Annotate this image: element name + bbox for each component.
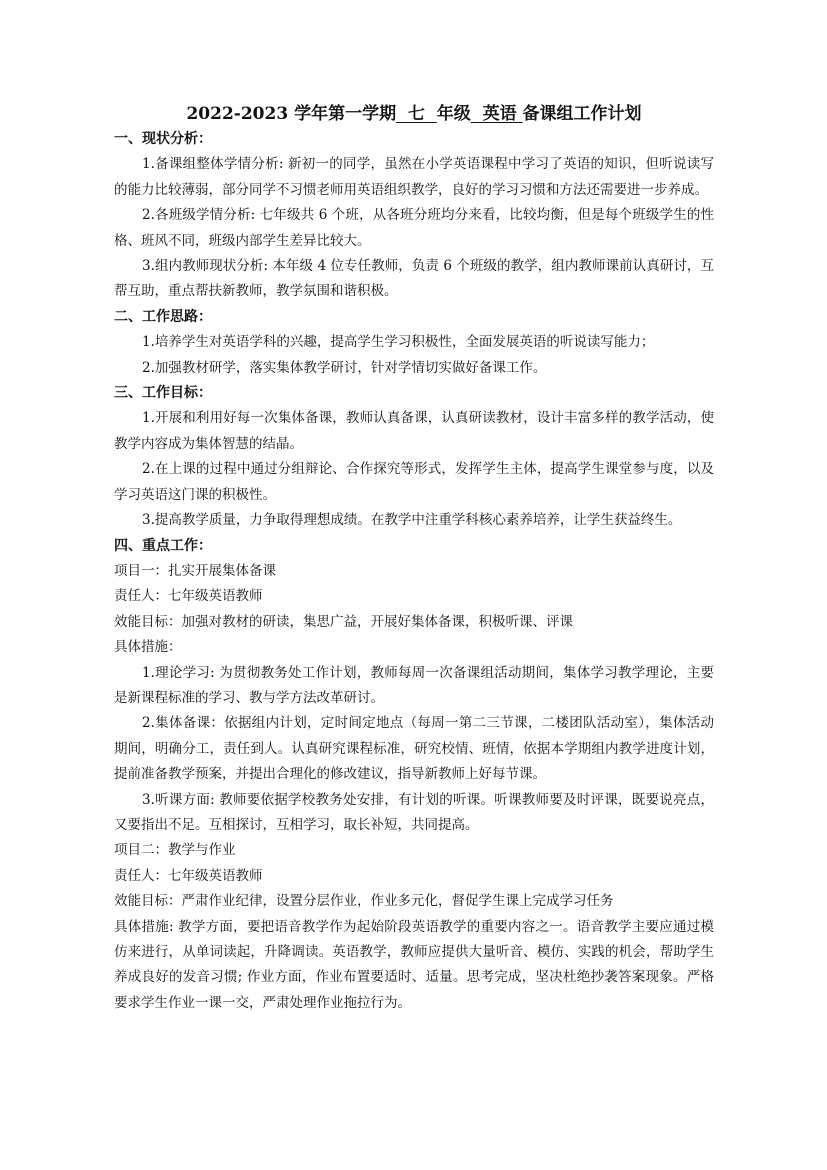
section-3-item: 3.提高教学质量，力争取得理想成绩。在教学中注重学科核心素养培养，让学生获益终生。 [142, 512, 682, 529]
title-prefix: 2022-2023 学年第一学期 [186, 104, 397, 124]
project-2-goal: 效能目标：严肃作业纪律，设置分层作业，作业多元化，督促学生课上完成学习任务 [114, 893, 614, 910]
project-2-measures: 具体措施: 教学方面，要把语音教学作为起始阶段英语教学的重要内容之一。语音教学主要应通过模仿来进行，从单词读起，升降调读。英语教学，教师应提供大量听音、模仿、实践的机会，帮助学生养成良好的发音习惯; 作业方面，作业布置要适时、适量。思考完成，坚决杜绝抄袭答案现象。严格要求学生作业一课一交，严肃处理作业拖拉行为。 [114, 918, 714, 1011]
section-4-heading: 四、重点工作： [114, 537, 212, 554]
title-subject-blank: 英语 [470, 104, 523, 124]
project-2-name: 项目二：教学与作业 [114, 842, 236, 859]
section-2-item: 2.加强教材研学，落实集体教学研讨，针对学情切实做好备课工作。 [142, 359, 547, 376]
project-1-goal: 效能目标：加强对教材的研读，集思广益，开展好集体备课，积极听课、评课 [114, 613, 573, 630]
project-1-item: 3.听课方面: 教师要依据学校教务处安排，有计划的听课。听课教师要及时评课，既要说亮点，又要指出不足。互相探讨，互相学习，取长补短，共同提高。 [114, 791, 714, 833]
section-3-item: 2.在上课的过程中通过分组辩论、合作探究等形式，发挥学生主体，提高学生课堂参与度，以及学习英语这门课的积极性。 [114, 461, 714, 503]
project-1-name: 项目一：扎实开展集体备课 [114, 562, 276, 579]
project-1-item: 1.理论学习: 为贯彻教务处工作计划，教师每周一次备课组活动期间，集体学习教学理论，主要是新课程标准的学习、教与学方法改革研讨。 [114, 664, 714, 706]
project-1-measures-label: 具体措施： [114, 639, 182, 656]
section-2-heading: 二、工作思路： [114, 308, 212, 325]
section-3-heading: 三、工作目标： [114, 385, 212, 402]
title-suffix: 备课组工作计划 [522, 104, 642, 124]
project-1-item: 2.集体备课：依据组内计划，定时间定地点（每周一第二三节课，二楼团队活动室），集体活动期间，明确分工，责任到人。认真研究课程标准，研究校情、班情，依据本学期组内教学进度计划，提前准备教学预案，并提出合理化的修改建议，指导新教师上好每节课。 [114, 715, 714, 783]
section-1-item: 1.备课组整体学情分析: 新初一的同学，虽然在小学英语课程中学习了英语的知识，但听说读写的能力比较薄弱，部分同学不习惯老师用英语组织教学，良好的学习习惯和方法还需要进一步养成。 [114, 156, 714, 198]
section-1-item: 3.组内教师现状分析: 本年级 4 位专任教师，负责 6 个班级的教学，组内教师课前认真研讨，互帮互助，重点帮扶新教师，教学氛围和谐积极。 [114, 258, 714, 300]
project-1-owner: 责任人：七年级英语教师 [114, 588, 263, 605]
section-3-item: 1.开展和利用好每一次集体备课，教师认真备课，认真研读教材，设计丰富多样的教学活动，使教学内容成为集体智慧的结晶。 [114, 410, 714, 452]
document-page [114, 99, 714, 1016]
document-title [114, 99, 714, 129]
section-2-item: 1.培养学生对英语学科的兴趣，提高学生学习积极性，全面发展英语的听说读写能力； [142, 334, 655, 351]
title-grade-suffix: 年级 [436, 104, 471, 124]
section-1-item: 2.各班级学情分析: 七年级共 6 个班，从各班分班均分来看，比较均衡，但是每个班级学生的性格、班风不同，班级内部学生差异比较大。 [114, 207, 714, 249]
section-1-heading: 一、现状分析： [114, 131, 212, 147]
title-grade-blank: 七 [396, 104, 437, 124]
project-2-owner: 责任人：七年级英语教师 [114, 867, 263, 884]
